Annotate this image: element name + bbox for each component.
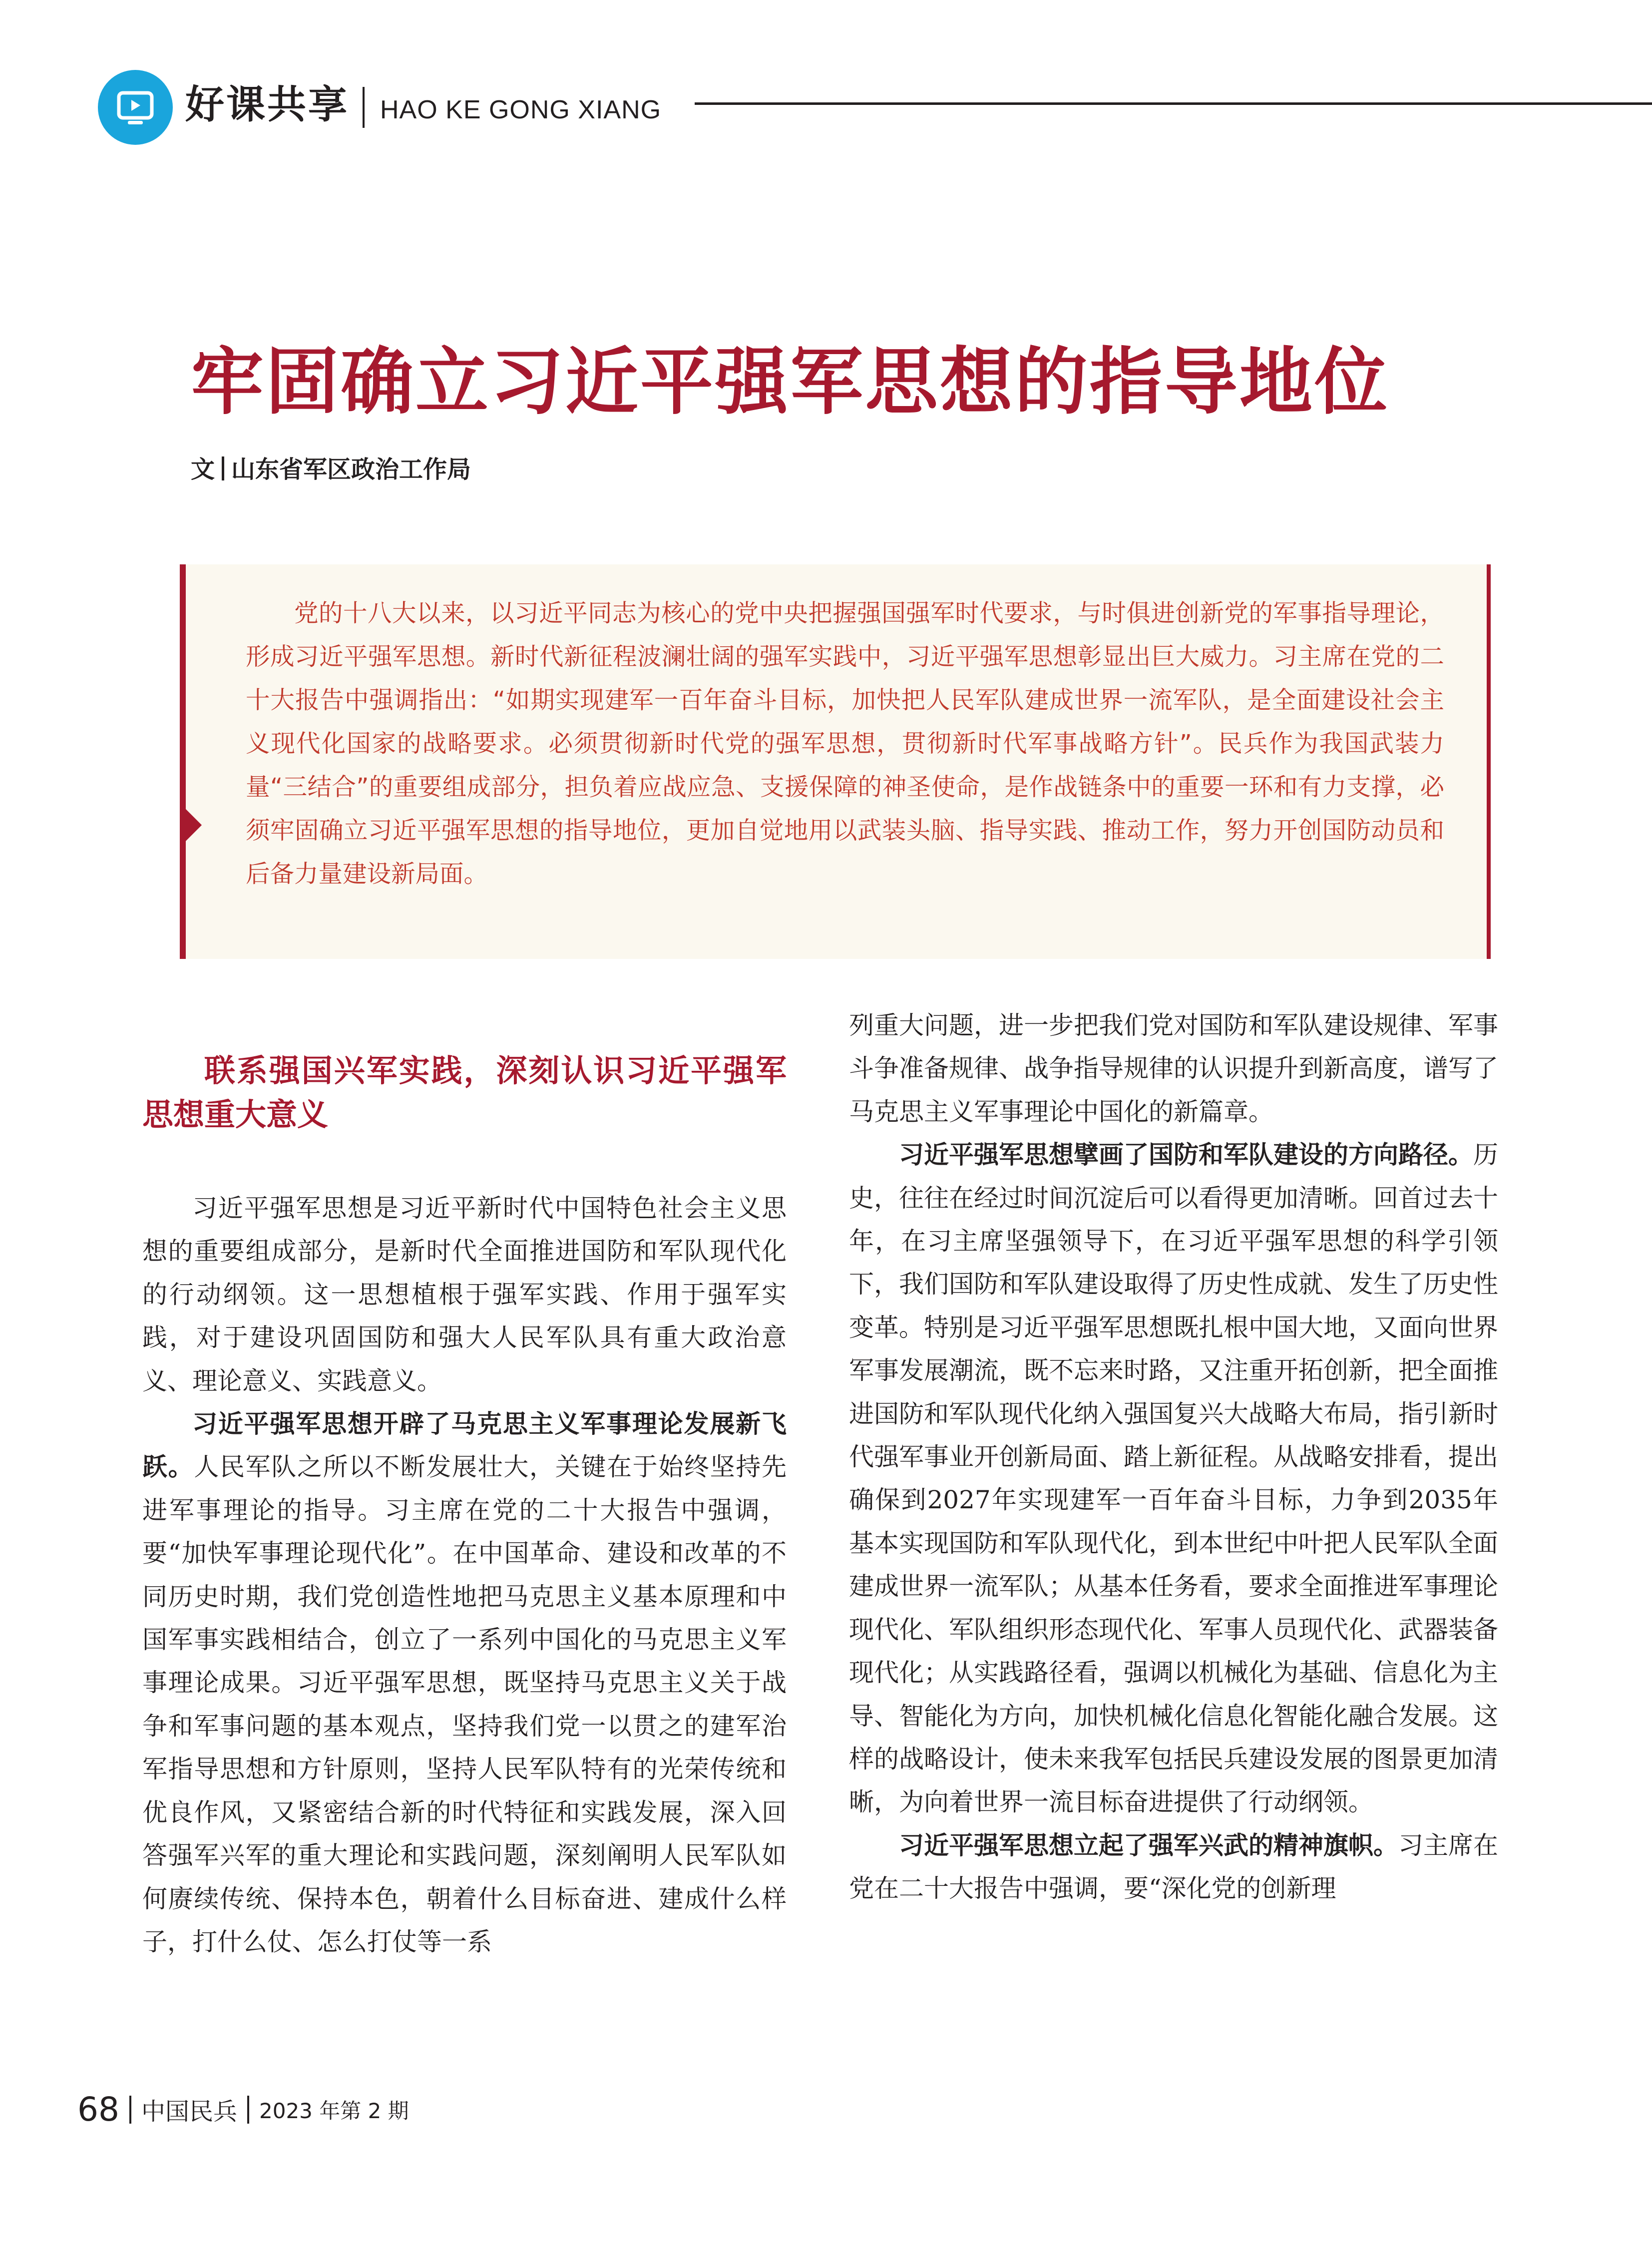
paragraph-lead: 习近平强军思想立起了强军兴武的精神旗帜。	[899, 1830, 1398, 1860]
body-column-left	[142, 1004, 787, 1963]
paragraph-text: 习主席在党在二十大报告中强调，要“深化党的创新理	[849, 1830, 1498, 1903]
byline	[191, 452, 471, 487]
abstract-text: 党的十八大以来，以习近平同志为核心的党中央把握强国强军时代要求，与时俱进创新党的军事指导理论，形成习近平强军思想。新时代新征程波澜壮阔的强军实践中，习近平强军思想彰显出巨大威力。习主席在党的二十大报告中强调指出：“如期实现建军一百年奋斗目标，加快把人民军队建成世界一流军队，是全面建设社会主义现代化国家的战略要求。必须贯彻新时代党的强军思想，贯彻新时代军事战略方针”。民兵作为我国武装力量“三结合”的重要组成部分，担负着应战应急、支援保障的神圣使命，是作战链条中的重要一环和有力支撑，必须牢固确立习近平强军思想的指导地位，更加自觉地用以武装头脑、指导实践、推动工作，努力开创国防动员和后备力量建设新局面。	[246, 599, 1444, 888]
section-subtitle: HAO KE GONG XIANG	[380, 95, 662, 124]
header-divider	[363, 87, 365, 128]
paragraph-text: 历史，往往在经过时间沉淀后可以看得更加清晰。回首过去十年，在习主席坚强领导下，在习近平强军思想的科学引领下，我们国防和军队建设取得了历史性成就、发生了历史性变革。特别是习近平强军思想既扎根中国大地，又面向世界军事发展潮流，既不忘来时路，又注重开拓创新，把全面推进国防和军队现代化纳入强国复兴大战略大布局，指引新时代强军事业开创新局面、踏上新征程。从战略安排看，提出确保到2027年实现建军一百年奋斗目标，力争到2035年基本实现国防和军队现代化，到本世纪中叶把人民军队全面建成世界一流军队；从基本任务看，要求全面推进军事理论现代化、军队组织形态现代化、军事人员现代化、武器装备现代化；从实践路径看，强调以机械化为基础、信息化为主导、智能化为方向，加快机械化信息化智能化融合发展。这样的战略设计，使未来我军包括民兵建设发展的图景更加清晰，为向着世界一流目标奋进提供了行动纲领。	[849, 1140, 1498, 1817]
video-play-icon	[98, 70, 173, 145]
page-footer	[77, 2090, 409, 2130]
footer-divider	[247, 2096, 249, 2124]
body-column-right	[849, 1004, 1498, 1910]
paragraph	[849, 1824, 1498, 1910]
issue-label: 2023 年第 2 期	[259, 2098, 409, 2123]
magazine-name: 中国民兵	[141, 2098, 237, 2126]
paragraph	[849, 1133, 1498, 1824]
byline-author: 山东省军区政治工作局	[231, 455, 471, 483]
abstract-left-bar	[180, 564, 186, 959]
byline-divider	[222, 456, 224, 480]
section-heading: 联系强国兴军实践，深刻认识习近平强军思想重大意义	[142, 1052, 787, 1133]
abstract-marker-icon	[186, 809, 202, 841]
abstract-right-bar	[1487, 564, 1491, 959]
paragraph: 习近平强军思想是习近平新时代中国特色社会主义思想的重要组成部分，是新时代全面推进国防和军队现代化的行动纲领。这一思想植根于强军实践、作用于强军实践，对于建设巩固国防和强大人民军队具有重大政治意义、理论意义、实践意义。	[142, 1194, 787, 1395]
paragraph: 列重大问题，进一步把我们党对国防和军队建设规律、军事斗争准备规律、战争指导规律的认识提升到新高度，谱写了马克思主义军事理论中国化的新篇章。	[849, 1011, 1498, 1126]
section-header	[98, 70, 1652, 145]
paragraph	[142, 1402, 787, 1963]
paragraph-lead: 习近平强军思想开辟了马克思主义军事理论发展新飞跃。	[142, 1409, 787, 1482]
article-title: 牢固确立习近平强军思想的指导地位	[191, 340, 1389, 425]
paragraph-lead: 习近平强军思想擘画了国防和军队建设的方向路径。	[899, 1140, 1473, 1170]
page-number: 68	[77, 2090, 119, 2129]
paragraph-text: 人民军队之所以不断发展壮大，关键在于始终坚持先进军事理论的指导。习主席在党的二十大报告中强调，要“加快军事理论现代化”。在中国革命、建设和改革的不同历史时期，我们党创造性地把马克思主义基本原理和中国军事实践相结合，创立了一系列中国化的马克思主义军事理论成果。习近平强军思想，既坚持马克思主义关于战争和军事问题的基本观点，坚持我们党一以贯之的建军治军指导思想和方针原则，坚持人民军队特有的光荣传统和优良作风，又紧密结合新的时代特征和实践发展，深入回答强军兴军的重大理论和实践问题，深刻阐明人民军队如何赓续传统、保持本色，朝着什么目标奋进、建成什么样子，打什么仗、怎么打仗等一系	[142, 1452, 787, 1956]
footer-divider	[129, 2096, 131, 2124]
abstract-box	[180, 564, 1491, 959]
byline-prefix: 文	[191, 455, 215, 483]
header-rule	[695, 102, 1652, 105]
section-title: 好课共享	[185, 82, 350, 127]
